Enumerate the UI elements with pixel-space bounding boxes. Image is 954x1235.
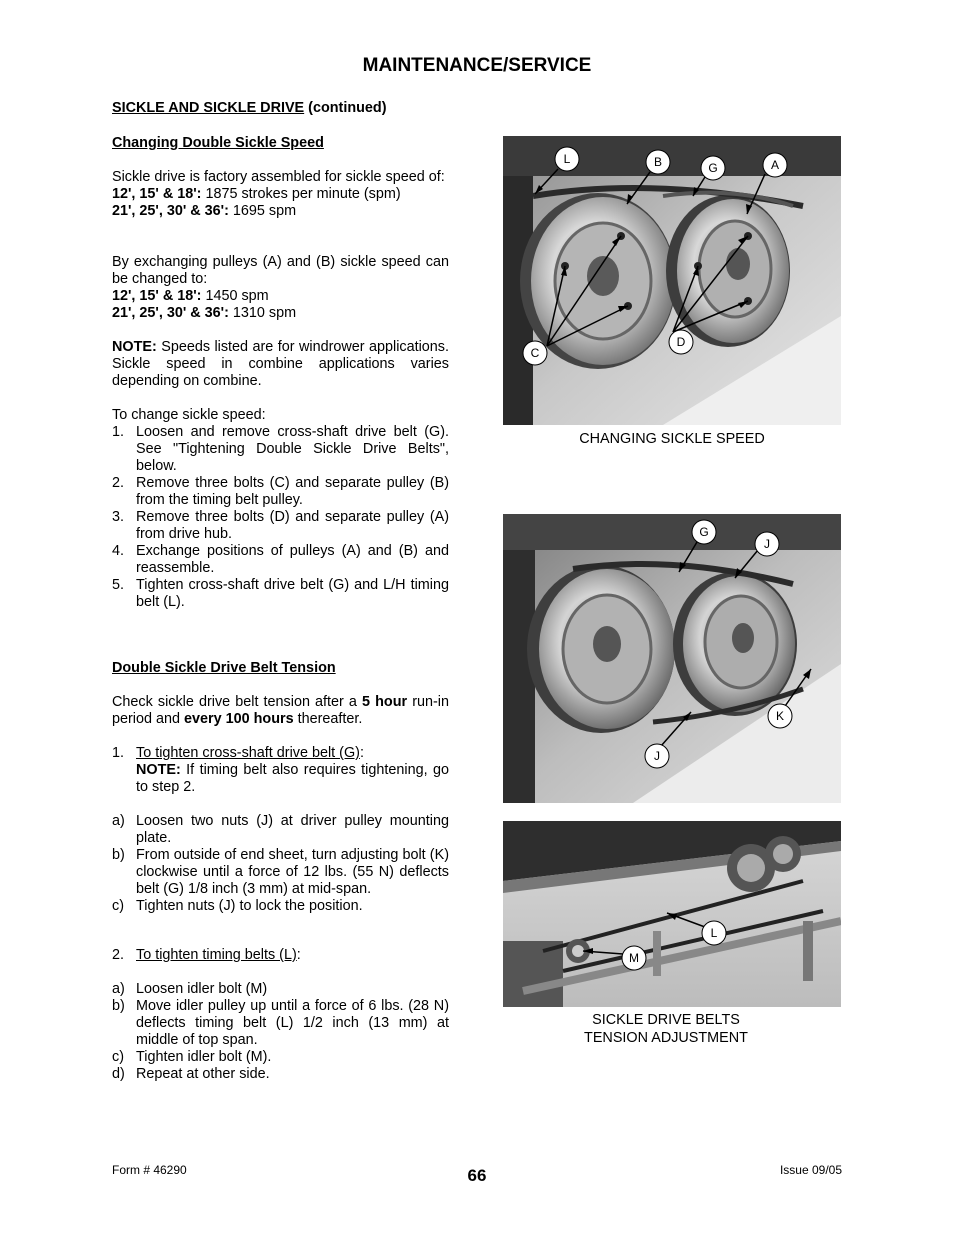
sub-step-1c: c) Tighten nuts (J) to lock the position. [112,898,363,914]
figure-timing-belt [503,821,841,1007]
callout-K: K [775,709,784,723]
callout-B: B [653,155,662,169]
callout-L: L [563,152,571,166]
sub-step-2c: c) Tighten idler bolt (M). [112,1049,272,1065]
tension-step-1: 1. To tighten cross-shaft drive belt (G): NOTE: If timing belt also requires tightening, go to step 2. [112,745,449,795]
sub-step-2a: a) Loosen idler bolt (M) [112,981,268,997]
callout-L: L [710,926,718,940]
figure-cross-shaft-belt [503,514,841,803]
speed-steps [112,407,449,611]
factory-speed-2: 21', 25', 30' & 36': 1695 spm [112,203,297,219]
step-1: 1. Loosen and remove cross-shaft drive belt (G). See "Tightening Double Sickle Drive Belts", below. [112,424,449,474]
step-2: 2. Remove three bolts (C) and separate pulley (B) from the timing belt pulley. [112,475,449,508]
changed-speed-1: 12', 15' & 18': 1450 spm [112,288,269,304]
factory-speed-1: 12', 15' & 18': 1875 strokes per minute (spm) [112,186,401,202]
caption-sickle-drive-belts: SICKLE DRIVE BELTS TENSION ADJUSTMENT [584,1012,748,1046]
sub-step-1b: b) From outside of end sheet, turn adjusting bolt (K) clockwise until a force of 12 lbs. (55 N) deflects belt (G) 1/8 inch (3 mm) at mid-span. [112,847,449,897]
timing-belt-photo [503,821,841,1007]
tension-heading: Double Sickle Drive Belt Tension [112,660,336,676]
callout-C: C [530,346,540,360]
step-4: 4. Exchange positions of pulleys (A) and (B) and reassemble. [112,543,449,576]
callout-D: D [676,335,686,349]
section-title: SICKLE AND SICKLE DRIVE [112,100,305,116]
caption-changing-sickle-speed: CHANGING SICKLE SPEED [579,431,765,447]
callout-J: J [764,537,770,551]
pulley-photo-1 [503,136,841,425]
section-suffix: (continued) [304,100,387,116]
tension-step-2-subs [112,981,449,1083]
callout-G: G [699,525,709,539]
step-2-title: To tighten timing belts (L) [136,947,297,963]
speed-intro: Sickle drive is factory assembled for sickle speed of: [112,169,445,185]
issue-date: Issue 09/05 [779,1163,842,1177]
section-heading [112,100,449,117]
changed-speed-2: 21', 25', 30' & 36': 1310 spm [112,305,297,321]
sub-step-2d: d) Repeat at other side. [112,1066,270,1082]
exchange-block [112,254,449,322]
steps-intro: To change sickle speed: [112,407,266,423]
figure-changing-sickle-speed [503,136,841,425]
sub-step-2b: b) Move idler pulley up until a force of 6 lbs. (28 N) deflects timing belt (L) 1/2 inch (13 mm) at middle of top span. [112,998,449,1048]
tension-step-1-subs [112,813,449,915]
pulley-photo-2 [503,514,841,803]
step-5: 5. Tighten cross-shaft drive belt (G) and L/H timing belt (L). [112,577,449,610]
form-number: Form # 46290 [112,1163,187,1177]
step-3: 3. Remove three bolts (D) and separate pulley (A) from drive hub. [112,509,449,542]
callout-J-lower: J [654,749,660,763]
page-number: 66 [467,1166,487,1185]
speed-note: NOTE: Speeds listed are for windrower applications. Sickle speed in combine applications varies depending on combine. [112,339,449,389]
step-1-title: To tighten cross-shaft drive belt (G) [136,745,360,761]
exchange-intro: By exchanging pulleys (A) and (B) sickle speed can be changed to: [112,254,449,287]
page-title: MAINTENANCE/SERVICE [362,55,592,76]
callout-M: M [629,951,639,965]
speed-heading: Changing Double Sickle Speed [112,135,324,151]
tension-check: Check sickle drive belt tension after a 5 hour run-in period and every 100 hours thereafter. [112,694,449,727]
callout-G: G [708,161,718,175]
tension-step-2: 2. To tighten timing belts (L): [112,947,301,963]
callout-A: A [770,158,779,172]
sub-step-1a: a) Loosen two nuts (J) at driver pulley mounting plate. [112,813,449,846]
speed-intro-block [112,169,449,220]
